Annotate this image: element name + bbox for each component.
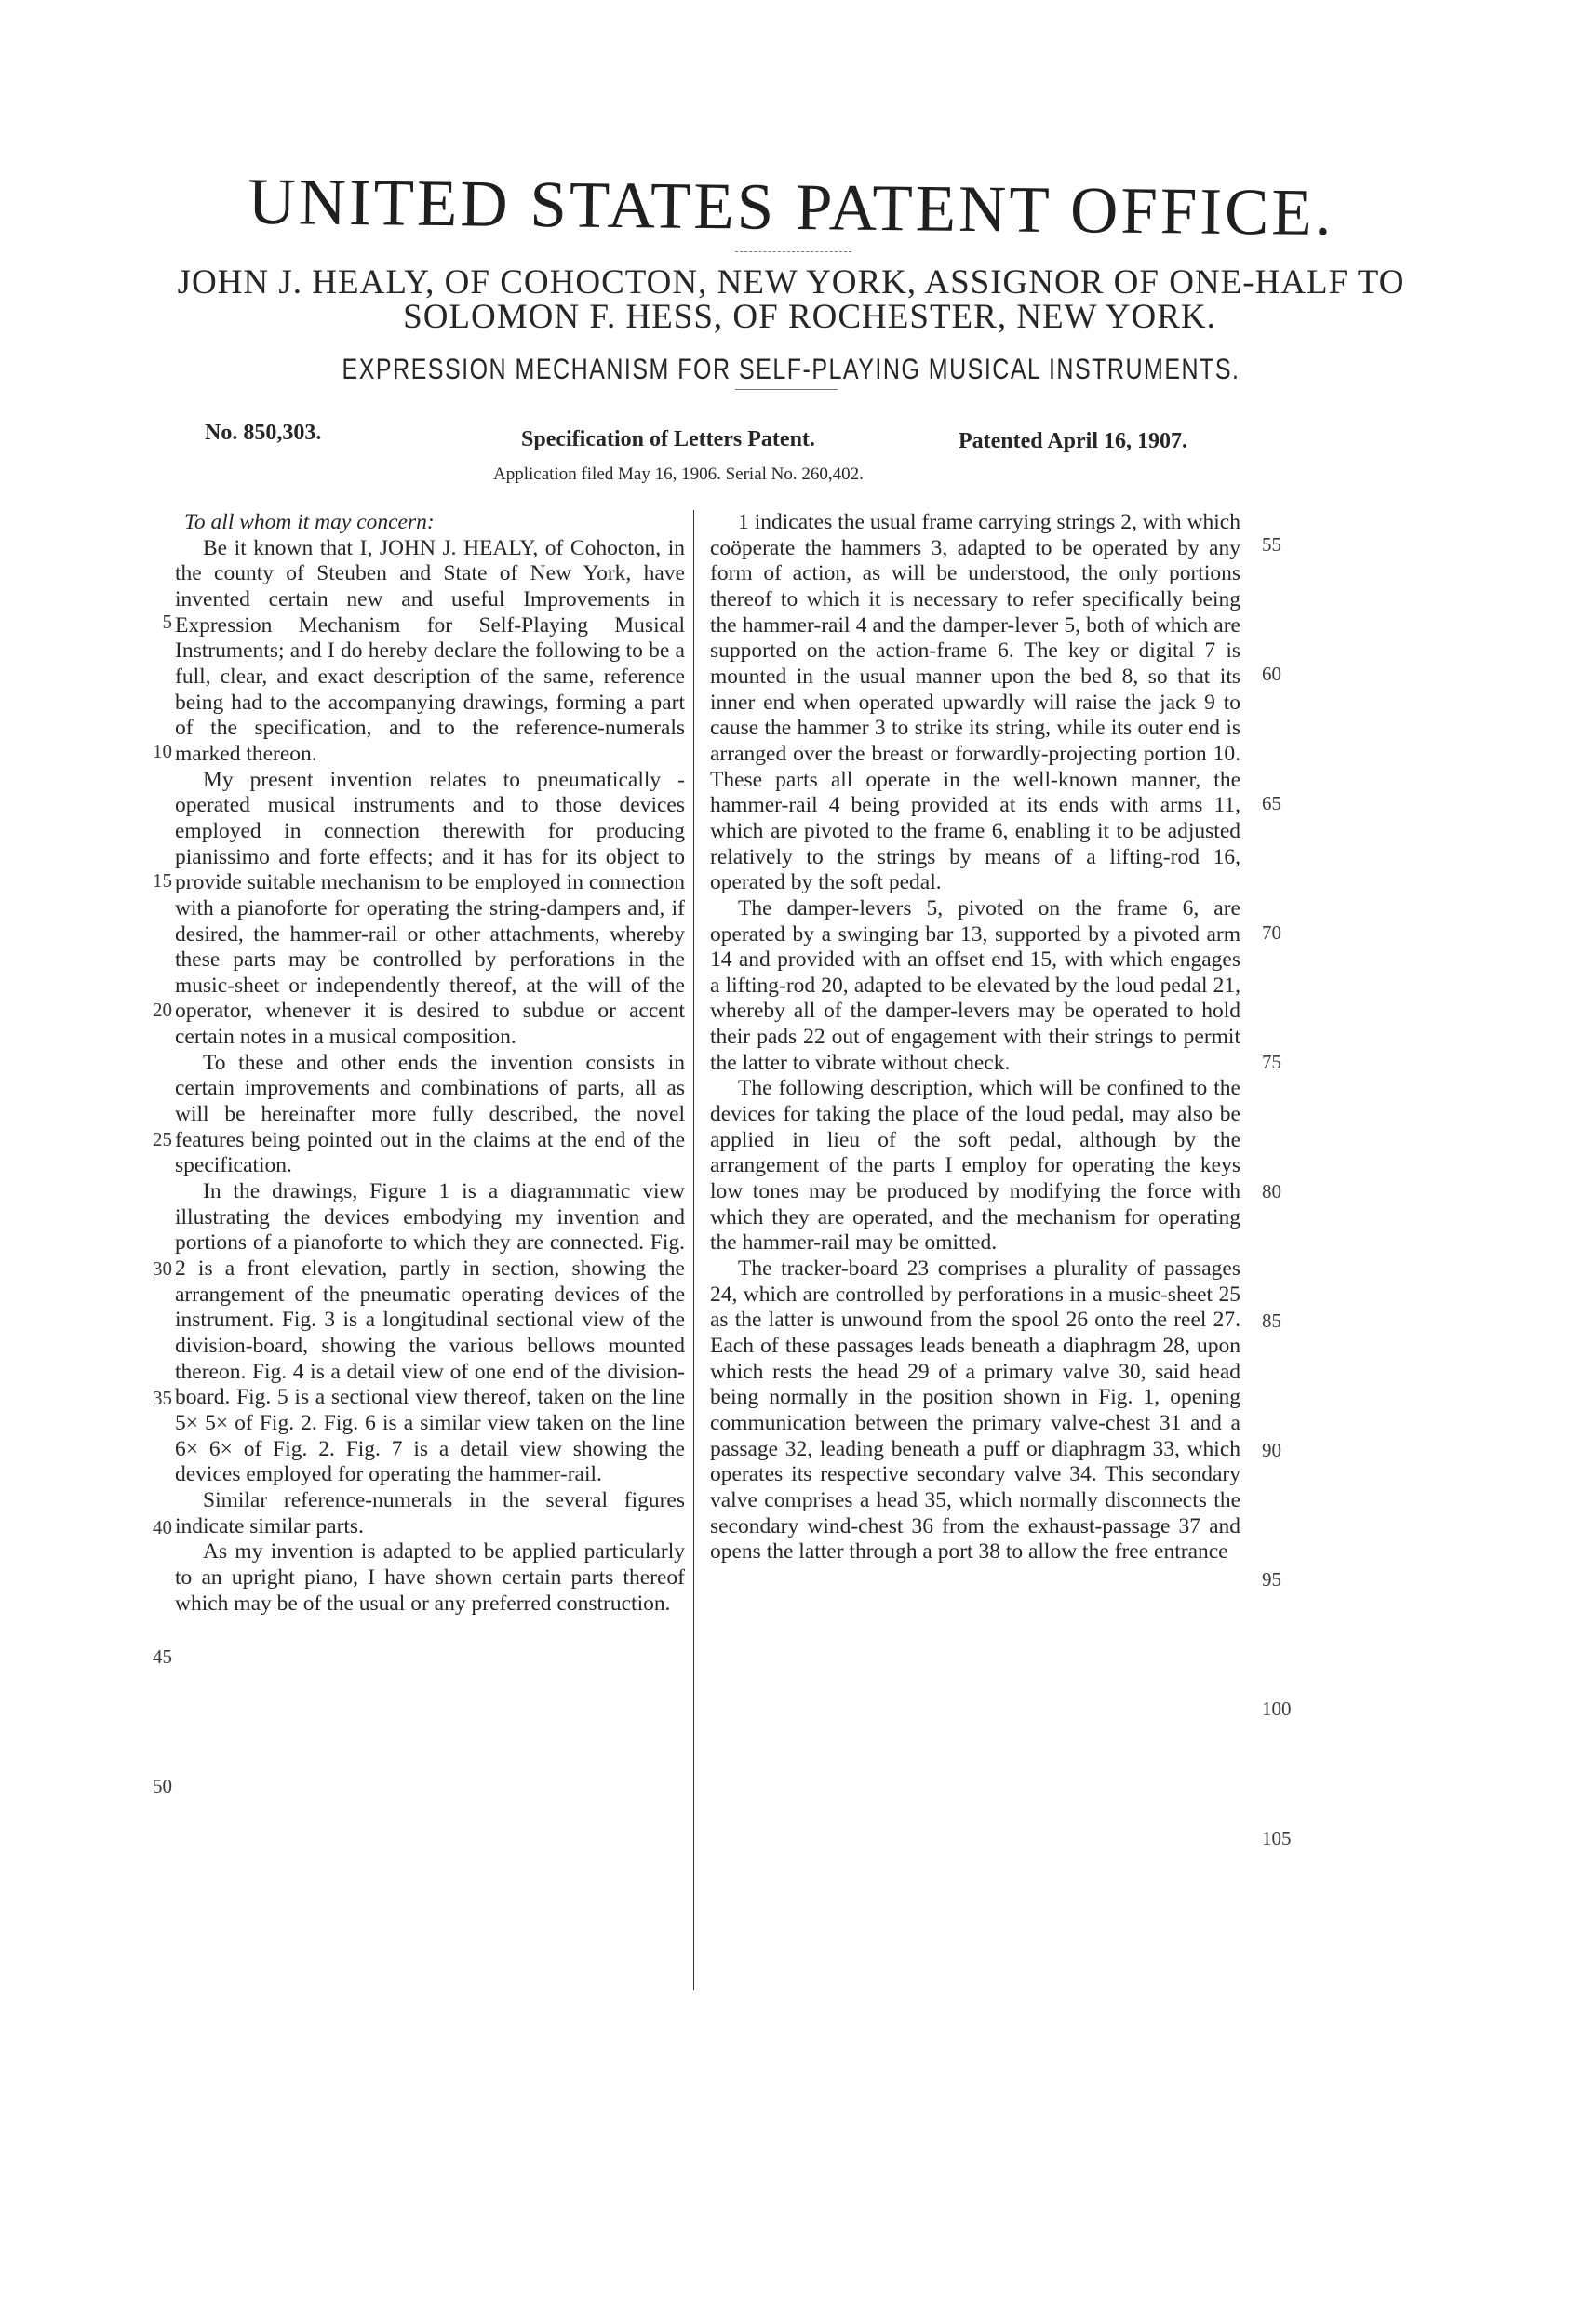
- paragraph: The following description, which will be confined to the devices for taking the place of the loud pedal, may also be applied in lieu of the soft pedal, although by the arrangement of the parts I employ for operating the keys low tones may be produced by modifying the force with which they are operated, and the mechanism for operating the hammer-rail may be omitted.: [710, 1076, 1240, 1256]
- line-number: 40: [153, 1516, 172, 1538]
- patent-date: Patented April 16, 1907.: [959, 429, 1187, 453]
- line-number: 20: [153, 999, 172, 1021]
- line-number: 30: [153, 1257, 172, 1280]
- paragraph: As my invention is adapted to be applied particularly to an upright piano, I have shown certain parts thereof which may be of the usual or any preferred construction.: [175, 1539, 685, 1616]
- paragraph: In the drawings, Figure 1 is a diagrammatic view illustrating the devices embodying my invention and portions of a pianoforte to which they are connected. Fig. 2 is a front elevation, partly in section, showing the arrangement of the pneumatic operating devices of the instrument. Fig. 3 is a longitudinal sectional view of the division-board, showing the various bellows mounted thereon. Fig. 4 is a detail view of one end of the division-board. Fig. 5 is a sectional view thereof, taken on the line 5× 5× of Fig. 2. Fig. 6 is a similar view taken on the line 6× 6× of Fig. 2. Fig. 7 is a detail view showing the devices employed for operating the hammer-rail.: [175, 1179, 685, 1487]
- office-title: UNITED STATES PATENT OFFICE.: [248, 165, 1334, 250]
- line-number: 60: [1262, 663, 1281, 685]
- invention-subject: EXPRESSION MECHANISM FOR SELF-PLAYING MUSICAL INSTRUMENTS.: [342, 353, 1240, 386]
- patent-number: No. 850,303.: [205, 421, 322, 445]
- paragraph: The damper-levers 5, pivoted on the frame 6, are operated by a swinging bar 13, supported by a pivoted arm 14 and provided with an offset end 15, with which engages a lifting-rod 20, adapted to be elevated by the loud pedal 21, whereby all of the damper-levers may be operated to hold their pads 22 out of engagement with their strings to permit the latter to vibrate without check.: [710, 895, 1240, 1075]
- right-column: [710, 510, 1240, 1565]
- line-number: 10: [153, 740, 172, 762]
- left-column: [175, 510, 685, 1617]
- column-divider: [693, 510, 694, 1990]
- paragraph: 1 indicates the usual frame carrying strings 2, with which coöperate the hammers 3, adapted to be operated by any form of action, as will be understood, the only portions thereof to which it is necessary to refer specifically being the hammer-rail 4 and the damper-lever 5, both of which are supported on the action-frame 6. The key or digital 7 is mounted in the usual manner upon the bed 8, so that its inner end when operated upwardly will raise the jack 9 to cause the hammer 3 to strike its string, while its outer end is arranged over the breast or forwardly-projecting portion 10. These parts all operate in the well-known manner, the hammer-rail 4 being provided at its ends with arms 11, which are pivoted to the frame 6, enabling it to be adjusted relatively to the strings by means of a lifting-rod 16, operated by the soft pedal.: [710, 510, 1240, 895]
- paragraph: To these and other ends the invention consists in certain improvements and combinations of parts, all as will be hereinafter more fully described, the novel features being pointed out in the claims at the end of the specification.: [175, 1050, 685, 1178]
- inventor-line-1: JOHN J. HEALY, OF COHOCTON, NEW YORK, ASSIGNOR OF ONE-HALF TO: [177, 263, 1405, 302]
- paragraph: The tracker-board 23 comprises a plurality of passages 24, which are controlled by perforations in a music-sheet 25 as the latter is unwound from the spool 26 onto the reel 27. Each of these passages leads beneath a diaphragm 28, upon which rests the head 29 of a primary valve 30, said head being normally in the position shown in Fig. 1, opening communication between the primary valve-chest 31 and a passage 32, leading beneath a puff or diaphragm 33, which operates its respective secondary valve 34. This secondary valve comprises a head 35, which normally disconnects the secondary wind-chest 36 from the exhaust-passage 37 and opens the latter through a port 38 to allow the free entrance: [710, 1256, 1240, 1565]
- paragraph: My present invention relates to pneumatically - operated musical instruments and to those devices employed in connection therewith for producing pianissimo and forte effects; and it has for its object to provide suitable mechanism to be employed in connection with a pianoforte for operating the string-dampers and, if desired, the hammer-rail or other attachments, whereby these parts may be controlled by perforations in the music-sheet or independently thereof, at the will of the operator, whenever it is desired to subdue or accent certain notes in a musical composition.: [175, 767, 685, 1050]
- application-info: Application filed May 16, 1906. Serial No. 260,402.: [493, 464, 864, 484]
- inventor-line-2: SOLOMON F. HESS, OF ROCHESTER, NEW YORK.: [403, 298, 1216, 336]
- specification-label: Specification of Letters Patent.: [521, 427, 815, 451]
- line-number: 55: [1262, 533, 1281, 556]
- line-number: 80: [1262, 1180, 1281, 1202]
- subject-underline: [735, 389, 838, 390]
- line-number: 5: [162, 611, 172, 633]
- paragraph: Be it known that I, JOHN J. HEALY, of Cohocton, in the county of Steuben and State of New York, have invented certain new and useful Improvements in Expression Mechanism for Self-Playing Musical Instruments; and I do hereby declare the following to be a full, clear, and exact description of the same, reference being had to the accompanying drawings, forming a part of the specification, and to the reference-numerals marked thereon.: [175, 535, 685, 766]
- line-number: 70: [1262, 921, 1281, 944]
- line-number: 75: [1262, 1051, 1281, 1073]
- paragraph: Similar reference-numerals in the several figures indicate similar parts.: [175, 1487, 685, 1538]
- line-number: 45: [153, 1646, 172, 1668]
- line-number: 100: [1262, 1698, 1292, 1720]
- line-number: 90: [1262, 1439, 1281, 1461]
- line-number: 35: [153, 1387, 172, 1409]
- line-number: 65: [1262, 792, 1281, 814]
- line-number: 50: [153, 1775, 172, 1797]
- line-number: 85: [1262, 1310, 1281, 1332]
- title-underline: [735, 251, 851, 252]
- line-number: 25: [153, 1128, 172, 1150]
- line-number: 105: [1262, 1827, 1292, 1849]
- line-number: 15: [153, 869, 172, 892]
- line-number: 95: [1262, 1568, 1281, 1591]
- salutation: To all whom it may concern:: [184, 510, 435, 534]
